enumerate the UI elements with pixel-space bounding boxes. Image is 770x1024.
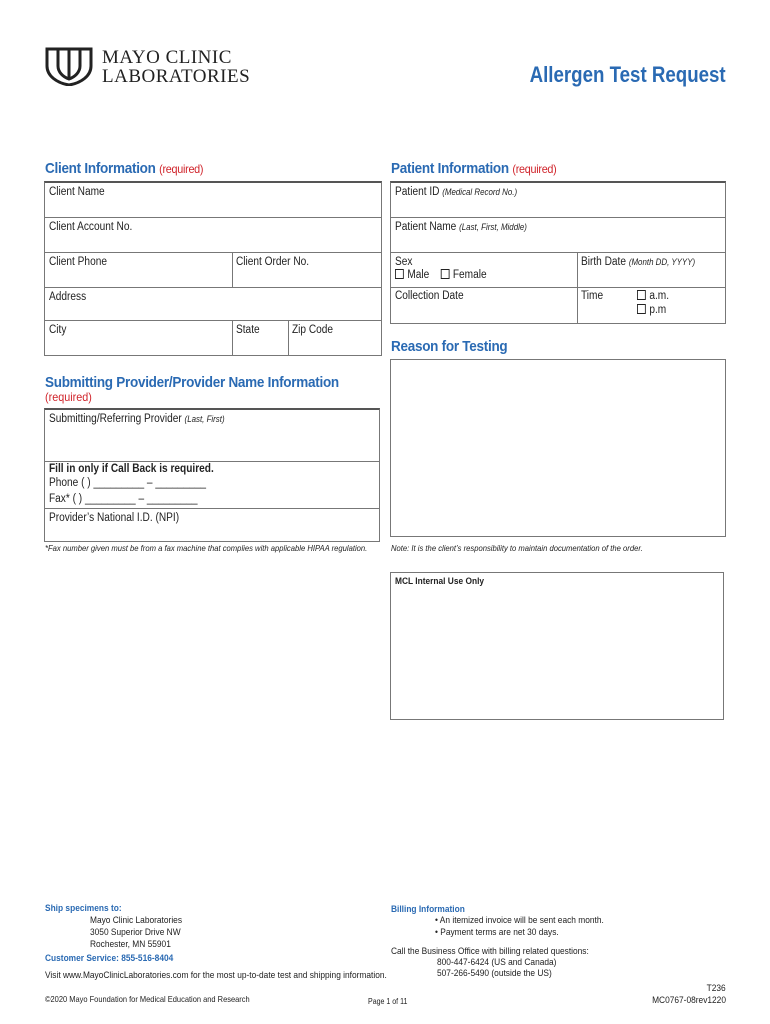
sex-options: [395, 269, 487, 281]
patient-name-hint: (Last, First, Middle): [459, 222, 527, 232]
city-field[interactable]: City: [49, 324, 67, 336]
patient-info-section: [390, 181, 726, 324]
client-required: (required): [159, 162, 204, 176]
billing-call: Call the Business Office with billing related questions:: [391, 946, 589, 957]
page-number: Page 1 of 11: [368, 997, 408, 1006]
ship-line-1: Mayo Clinic Laboratories: [90, 915, 183, 926]
male-checkbox[interactable]: [395, 269, 404, 279]
ship-line-3: Rochester, MN 55901: [90, 939, 171, 950]
state-field[interactable]: State: [236, 324, 260, 336]
sex-label: Sex: [395, 256, 413, 268]
referring-provider-hint: (Last, First): [184, 414, 225, 424]
patient-name-field[interactable]: Patient Name (Last, First, Middle): [395, 221, 527, 233]
am-option: a.m.: [637, 290, 669, 302]
client-info-section: [44, 181, 382, 356]
billing-phone-us: 800-447-6424 (US and Canada): [437, 957, 557, 968]
patient-info-header: Patient Information (required): [391, 160, 557, 177]
billing-label: Billing Information: [391, 904, 465, 915]
ship-line-2: 3050 Superior Drive NW: [90, 927, 181, 938]
pm-checkbox[interactable]: [637, 304, 646, 314]
patient-required: (required): [512, 162, 557, 176]
form-revision: MC0767-08rev1220: [652, 995, 726, 1006]
am-checkbox[interactable]: [637, 290, 646, 300]
fax-field[interactable]: Fax* ( ) _________ – _________: [49, 493, 198, 505]
collection-date-field[interactable]: Collection Date: [395, 290, 464, 302]
billing-bullet-2: • Payment terms are net 30 days.: [435, 927, 559, 938]
internal-use-box: [390, 572, 724, 720]
provider-header: Submitting Provider/Provider Name Information: [45, 374, 339, 391]
zip-field[interactable]: Zip Code: [292, 324, 334, 336]
birth-date-hint: (Month DD, YYYY): [628, 257, 696, 267]
internal-use-label: MCL Internal Use Only: [395, 576, 485, 587]
referring-provider-field[interactable]: Submitting/Referring Provider (Last, First): [49, 413, 225, 425]
brand-line-1: MAYO CLINIC: [102, 47, 232, 68]
provider-required: (required): [45, 390, 92, 404]
phone-field[interactable]: Phone ( ) _________ – _________: [49, 477, 207, 489]
address-field[interactable]: Address: [49, 291, 87, 303]
female-checkbox[interactable]: [441, 269, 450, 279]
reason-header: Reason for Testing: [391, 338, 508, 355]
client-info-header: Client Information (required): [45, 160, 204, 177]
client-note: Note: It is the client’s responsibility to maintain documentation of the order.: [391, 543, 643, 553]
provider-section: [44, 408, 380, 542]
billing-bullet-1: • An itemized invoice will be sent each month.: [435, 915, 604, 926]
callback-note: Fill in only if Call Back is required.: [49, 463, 214, 475]
customer-service: Customer Service: 855-516-8404: [45, 953, 174, 964]
client-name-field[interactable]: Client Name: [49, 186, 105, 198]
visit-note: Visit www.MayoClinicLaboratories.com for the most up-to-date test and shipping information.: [45, 970, 387, 981]
client-account-field[interactable]: Client Account No.: [49, 221, 133, 233]
mayo-shield-icon: [44, 46, 94, 86]
fax-note: *Fax number given must be from a fax machine that complies with applicable HIPAA regulation.: [45, 543, 368, 553]
female-label: Female: [452, 269, 487, 281]
page-title: Allergen Test Request: [529, 62, 726, 87]
ship-label: Ship specimens to:: [45, 903, 122, 914]
npi-field[interactable]: Provider’s National I.D. (NPI): [49, 512, 180, 524]
client-phone-field[interactable]: Client Phone: [49, 256, 107, 268]
copyright: ©2020 Mayo Foundation for Medical Education and Research: [45, 994, 250, 1004]
male-label: Male: [407, 269, 430, 281]
birth-date-field[interactable]: Birth Date (Month DD, YYYY): [581, 256, 696, 268]
billing-phone-intl: 507-266-5490 (outside the US): [437, 968, 552, 979]
time-field[interactable]: Time: [581, 290, 604, 302]
form-code: T236: [706, 983, 726, 994]
patient-id-field[interactable]: Patient ID (Medical Record No.): [395, 186, 518, 198]
brand-line-2: LABORATORIES: [102, 66, 251, 87]
mayo-logo: [44, 46, 264, 88]
reason-textarea[interactable]: [390, 359, 726, 537]
pm-option: p.m: [637, 304, 666, 316]
patient-id-hint: (Medical Record No.): [442, 187, 518, 197]
client-order-field[interactable]: Client Order No.: [236, 256, 310, 268]
